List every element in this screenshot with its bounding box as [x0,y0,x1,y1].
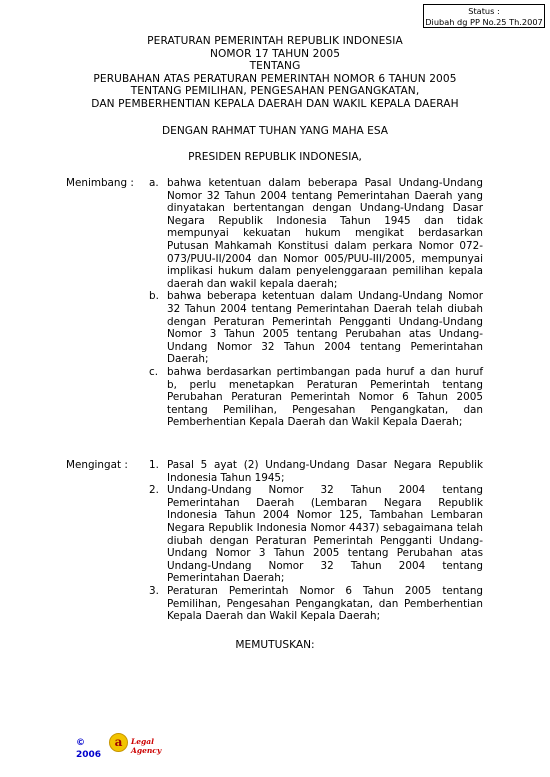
list-item-text: bahwa berdasarkan pertimbangan pada huruf a dan huruf b, perlu menetapkan Peraturan Pemerintah tentang Perubahan Peraturan Pemerintah Nomor 6 Tahun 2005 tentang Pemilihan, Pengesahan Pengangkatan, dan Pemberhentian Kepala Daerah dan Wakil Kepala Daerah; [167,365,483,429]
menimbang-label: Menimbang : [66,177,134,189]
mengingat-label: Mengingat : [66,459,128,471]
list-marker: c. [149,365,159,378]
list-marker: b. [149,290,159,303]
list-item [149,459,483,484]
president-heading: PRESIDEN REPUBLIK INDONESIA, [188,151,362,163]
document-title [0,35,550,111]
list-item-text: Undang-Undang Nomor 32 Tahun 2004 tentang Pemerintahan Daerah (Lembaran Negara Republik Indonesia Tahun 2004 Nomor 125, Tambahan Lembaran Negara Republik Indonesia Nomor 4437) sebagaimana telah diubah dengan Peraturan Pemerintah Pengganti Undang-Undang Nomor 3 Tahun 2005 tentang Perubahan atas Undang-Undang Nomor 32 Tahun 2004 tentang Pemerintahan Daerah; [167,484,483,585]
copyright-icon: © [76,738,85,748]
title-line: NOMOR 17 TAHUN 2005 [209,47,341,60]
list-marker: 1. [149,459,159,471]
legal-agency-name: Legal Agency [131,737,162,755]
preamble: DENGAN RAHMAT TUHAN YANG MAHA ESA [161,125,389,137]
status-label: Status : [468,6,500,16]
list-marker: 3. [149,584,159,597]
list-marker: a. [149,177,159,189]
list-item-text: Peraturan Pemerintah Nomor 6 Tahun 2005 tentang Pemilihan, Pengesahan Pengangkatan, dan Pemberhentian Kepala Daerah dan Wakil Kepala Daerah; [167,584,483,623]
list-item [149,484,483,585]
title-line: PERATURAN PEMERINTAH REPUBLIK INDONESIA [147,35,403,47]
list-item [149,366,483,429]
menimbang-list [149,177,483,429]
copyright-year: 2006 [76,750,102,760]
list-item [149,177,483,290]
list-item-text: bahwa beberapa ketentuan dalam Undang-Undang Nomor 32 Tahun 2004 tentang Pemerintahan Daerah telah diubah dengan Peraturan Pemerintah Pengganti Undang-Undang Nomor 3 Tahun 2005 tentang Perubahan atas Undang-Undang Nomor 32 Tahun 2004 tentang Pemerintahan Daerah; [167,290,483,366]
title-line: PERUBAHAN ATAS PERATURAN PEMERINTAH NOMOR 6 TAHUN 2005 [93,72,457,85]
title-line: TENTANG PEMILIHAN, PENGESAHAN PENGANGKATAN, [130,85,420,98]
memutuskan-heading: MEMUTUSKAN: [235,639,315,651]
footer-logo-block [76,730,186,766]
legal-agency-logo-icon: a [109,733,128,752]
list-item-text: Pasal 5 ayat (2) Undang-Undang Dasar Negara Republik Indonesia Tahun 1945; [167,459,483,484]
list-item-text: bahwa ketentuan dalam beberapa Pasal Undang-Undang Nomor 32 Tahun 2004 tentang Pemerintahan Daerah yang dinyatakan bertentangan dengan Undang-Undang Dasar Negara Republik Indonesia Tahun 1945 dan tidak mempunyai kekuatan hukum mengikat berdasarkan Putusan Mahkamah Konstitusi dalam perkara Nomor 072-073/PUU-II/2004 dan Nomor 005/PUU-III/2005, mempunyai implikasi hukum dalam penyelenggaraan pemilihan kepala daerah dan wakil kepala daerah; [167,177,483,290]
title-line: TENTANG [249,60,301,73]
list-item [149,585,483,623]
status-box [423,4,545,28]
list-marker: 2. [149,484,159,497]
list-item [149,290,483,366]
mengingat-list [149,459,483,623]
title-line: DAN PEMBERHENTIAN KEPALA DAERAH DAN WAKIL KEPALA DAERAH [91,97,459,110]
status-value: Diubah dg PP No.25 Th.2007 [425,17,543,27]
